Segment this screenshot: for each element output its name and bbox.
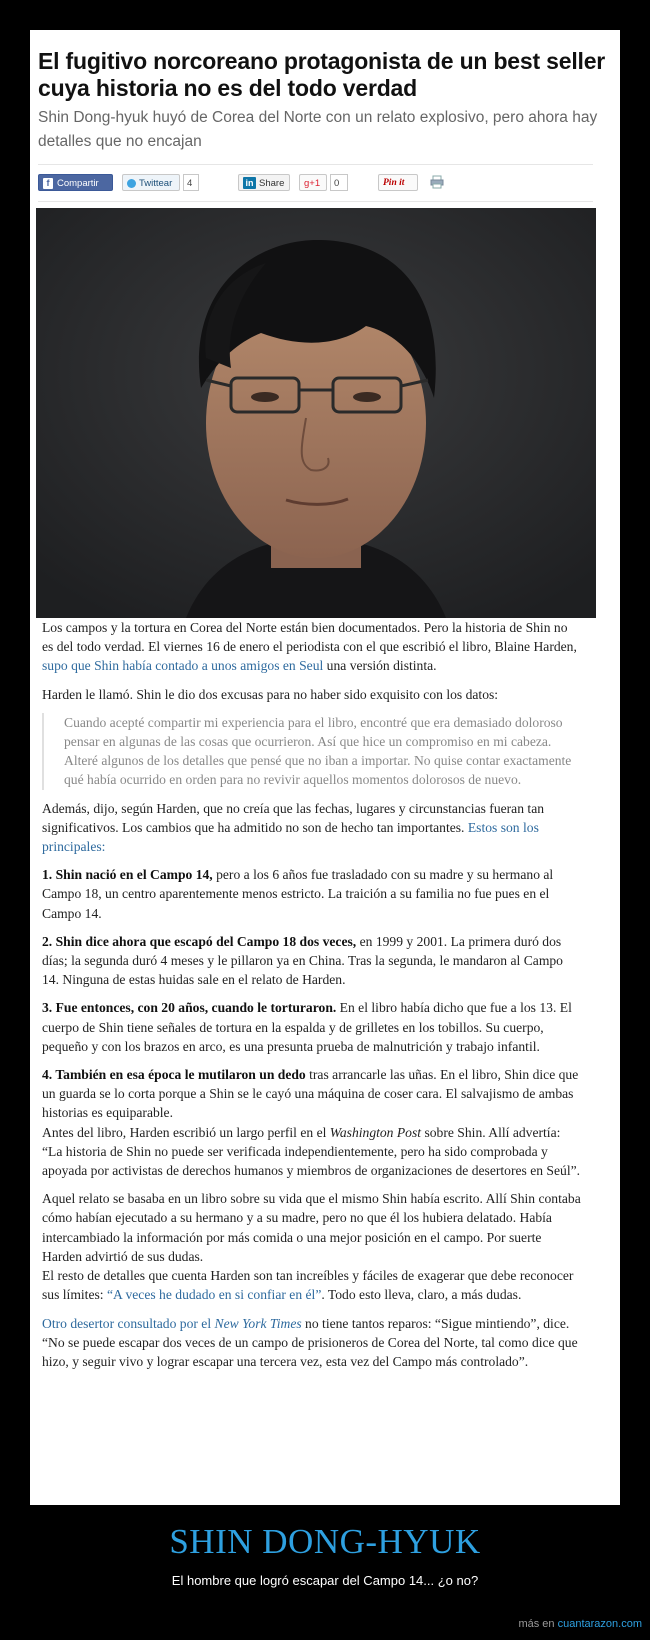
pinterest-button[interactable]: Pin it <box>378 174 418 191</box>
footer-source <box>518 1618 642 1630</box>
body-text-span: sobre Shin. Allí advertía: “La historia de Shin no puede ser verificada independientemente, pero ha sido comprobada y apoyada por activistas de derechos humanos y miembros de organizaciones de desertores en Seúl”. <box>42 1124 581 1179</box>
linkedin-icon: in <box>243 177 256 189</box>
seoul-friends-link[interactable]: supo que Shin había contado a unos amigos en Seul <box>42 658 324 674</box>
body-paragraph <box>42 799 582 857</box>
facebook-icon: f <box>43 178 53 189</box>
linkedin-share-label: Share <box>259 178 285 189</box>
publication-name: New York Times <box>214 1315 302 1331</box>
article-title: El fugitivo norcoreano protagonista de un best seller cuya historia no es del todo verdad <box>38 48 606 101</box>
footer-subtitle: El hombre que logró escapar del Campo 14... ¿o no? <box>171 1573 479 1588</box>
body-text-span: Los campos y la tortura en Corea del Norte están bien documentados. Pero la historia de Shin no es del todo verdad. El viernes 16 de enero el periodista con el que escribió el libro, Blaine Harden, <box>42 620 577 655</box>
list-item-text: en 1999 y 2001. La primera duró dos días; la segunda duró 4 meses y le pillaron ya en China. Tras la segunda, le mandaron al Campo 14. Ninguna de estas huidas sale en el relato de Harden. <box>42 933 563 988</box>
twitter-share-label: Twittear <box>139 178 173 189</box>
gplus-button[interactable]: g+1 <box>299 174 327 191</box>
twitter-share-button[interactable] <box>122 174 180 191</box>
article-photo <box>36 208 596 618</box>
twitter-icon <box>127 179 136 188</box>
share-bar <box>38 164 593 202</box>
list-item-heading: 1. Shin nació en el Campo 14, <box>42 867 213 883</box>
doubt-quote-link[interactable]: “A veces he dudado en si confiar en él” <box>106 1287 322 1303</box>
gplus-count: 0 <box>330 174 348 191</box>
body-paragraph <box>42 1314 582 1372</box>
body-text-span: El resto de detalles que cuenta Harden son tan increíbles y fáciles de exagerar que debe reconocer sus límites: <box>42 1268 574 1303</box>
body-text-span: Antes del libro, Harden escribió un largo perfil en el <box>42 1124 330 1140</box>
list-item <box>42 932 582 990</box>
facebook-share-label: Compartir <box>57 178 99 189</box>
body-text-span: una versión distinta. <box>323 658 437 674</box>
list-item <box>42 865 582 923</box>
list-item-text: tras arrancarle las uñas. En el libro, Shin dice que un guarda se lo corta porque a Shin se le cayó una máquina de coser cara. El salvajismo de ambas historias es equiparable. <box>42 1067 579 1121</box>
facebook-share-button[interactable] <box>38 174 113 191</box>
portrait-photo <box>36 208 596 618</box>
body-text-span: . Todo esto lleva, claro, a más dudas. <box>321 1287 522 1303</box>
body-paragraph: Aquel relato se basaba en un libro sobre su vida que el mismo Shin había escrito. Allí Shin contaba cómo habían ejecutado a su hermano y a su madre, pero no que él los hubiera delatado. Había intercambiado la información por más comida o una mejor posición en el campo. Por suerte Harden advirtió de sus dudas. <box>42 1191 581 1264</box>
article-card <box>30 30 620 1505</box>
body-text-span: no tiene tantos reparos: “Sigue mintiendo”, dice. “No se puede escapar dos veces de un campo de prisioneros de Corea del Norte, tal como dice que hizo, y seguir vivo y lograr escapar una tercera vez, esta vez del Campo más controlado”. <box>42 1315 578 1369</box>
article-body <box>42 618 582 1380</box>
linkedin-share-button[interactable] <box>238 174 290 191</box>
list-item-heading: 2. Shin dice ahora que escapó del Campo 18 dos veces, <box>42 933 357 949</box>
footer-site-link[interactable]: cuantarazon.com <box>557 1618 642 1630</box>
list-item <box>42 998 582 1056</box>
footer-title: SHIN DONG-HYUK <box>169 1522 481 1561</box>
list-item-heading: 4. También en esa época le mutilaron un dedo <box>42 1067 306 1083</box>
print-icon[interactable] <box>430 175 444 189</box>
body-paragraph <box>42 1123 582 1181</box>
body-text-span: Además, dijo, según Harden, que no creía que las fechas, lugares y circunstancias fueran tan significativos. Los cambios que ha admitido no son de hecho tan importantes. <box>42 800 545 835</box>
body-paragraph <box>42 1266 582 1304</box>
footer-more-prefix: más en <box>518 1618 558 1630</box>
list-item <box>42 1065 582 1123</box>
list-item-text: En el libro había dicho que fue a los 13. El cuerpo de Shin tiene señales de tortura en la espalda y de grilletes en los tobillos. Su cuerpo, pequeño y con los brazos en arco, es una presunta prueba de malnutrición y trabajo infantil. <box>42 1000 572 1054</box>
article-header <box>38 48 612 154</box>
list-item-heading: 3. Fue entonces, con 20 años, cuando le torturaron. <box>42 1000 337 1016</box>
link-text: Otro desertor consultado por el <box>42 1315 215 1331</box>
twitter-count: 4 <box>183 174 199 191</box>
publication-name: Washington Post <box>329 1124 422 1140</box>
body-paragraph <box>42 618 582 676</box>
main-changes-link[interactable]: Estos son los principales: <box>42 819 539 855</box>
blockquote: Cuando acepté compartir mi experiencia para el libro, encontré que era demasiado doloroso pensar en algunas de las cosas que ocurrieron. Así que hice un compromiso en mi cabeza. Alteré algunos de los detalles que pensé que no iban a importar. No quise contar exactamente qué había ocurrido en orden para no revivir aquellos momentos dolorosos de nuevo. <box>42 713 582 790</box>
article-subtitle: Shin Dong-hyuk huyó de Corea del Norte con un relato explosivo, pero ahora hay detalles que no encajan <box>38 109 598 150</box>
body-paragraph: Harden le llamó. Shin le dio dos excusas para no haber sido exquisito con los datos: <box>42 686 499 702</box>
list-item-text: pero a los 6 años fue trasladado con su madre y su hermano al Campo 18, un centro aparentemente menos estricto. La traición a su familia no fue pues en el Campo 14. <box>42 867 554 921</box>
nyt-defector-link[interactable] <box>42 1316 302 1331</box>
